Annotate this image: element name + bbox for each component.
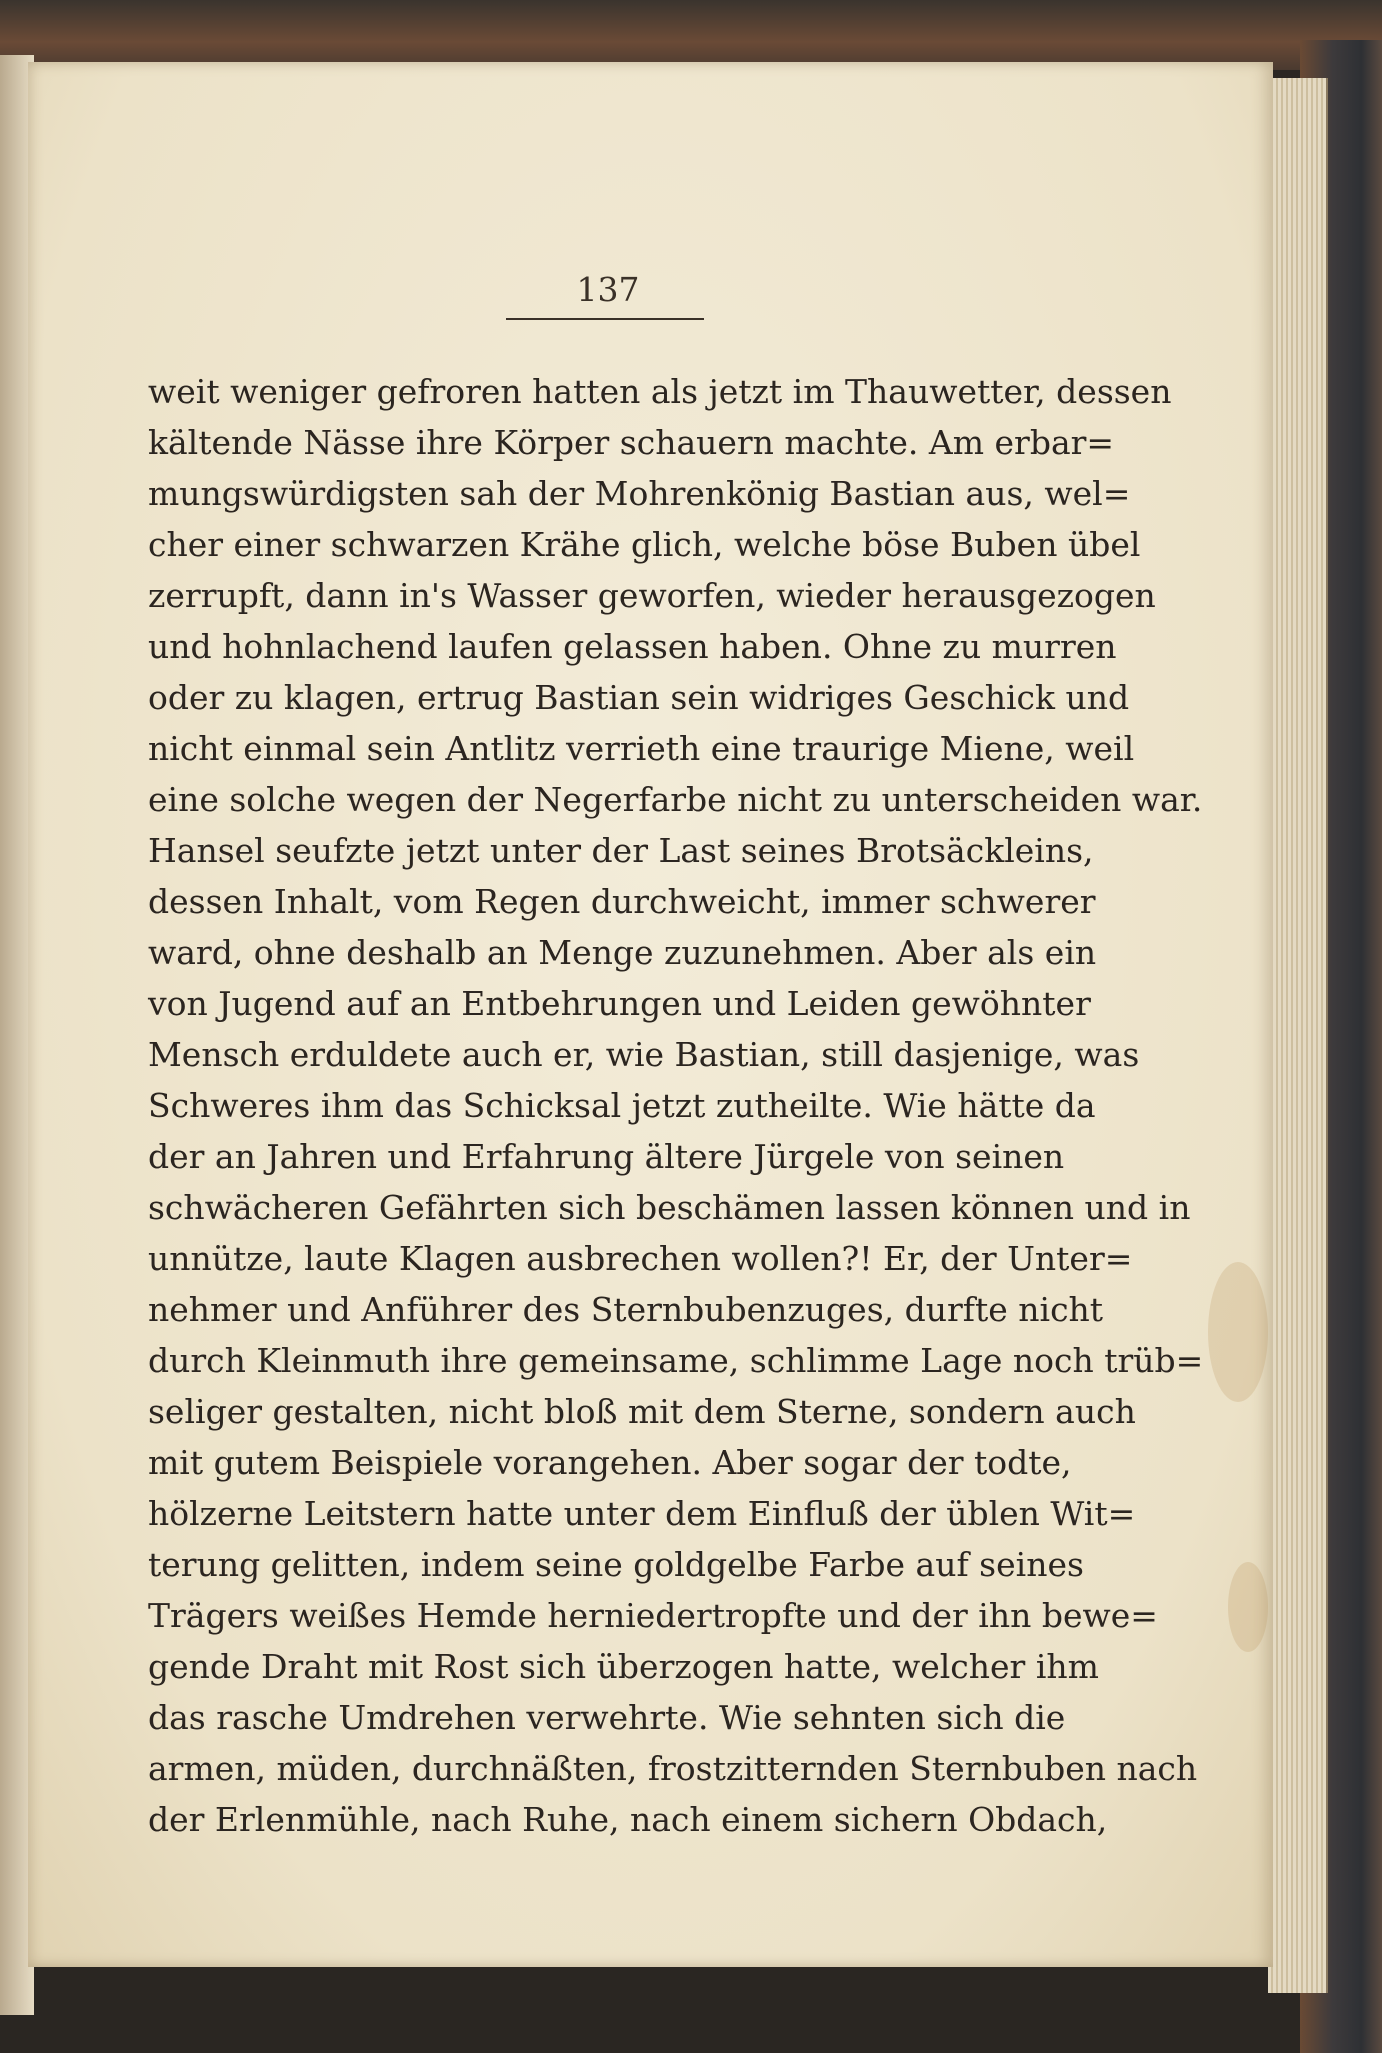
book-cover-top	[0, 0, 1382, 70]
text-line: nicht einmal sein Antlitz verrieth eine traurige Miene, weil	[148, 729, 1135, 768]
text-line: dessen Inhalt, vom Regen durchweicht, immer schwerer	[148, 882, 1096, 921]
paper-stain	[1228, 1562, 1268, 1652]
header-rule	[506, 318, 704, 320]
text-line: cher einer schwarzen Krähe glich, welche böse Buben übel	[148, 525, 1141, 564]
text-line: mit gutem Beispiele vorangehen. Aber sogar der todte,	[148, 1443, 1072, 1482]
page-number: 137	[576, 270, 640, 309]
text-line: ward, ohne deshalb an Menge zuzunehmen. Aber als ein	[148, 933, 1097, 972]
text-line: der Erlenmühle, nach Ruhe, nach einem sichern Obdach,	[148, 1800, 1108, 1839]
text-line: hölzerne Leitstern hatte unter dem Einfluß der üblen Wit=	[148, 1494, 1136, 1533]
text-line: kältende Nässe ihre Körper schauern machte. Am erbar=	[148, 423, 1115, 462]
text-line: Trägers weißes Hemde herniedertropfte und der ihn bewe=	[148, 1596, 1158, 1635]
text-line: gende Draht mit Rost sich überzogen hatte, welcher ihm	[148, 1647, 1099, 1686]
text-line: unnütze, laute Klagen ausbrechen wollen?! Er, der Unter=	[148, 1239, 1133, 1278]
text-line: weit weniger gefroren hatten als jetzt im Thauwetter, dessen	[148, 372, 1172, 411]
text-line: von Jugend auf an Entbehrungen und Leiden gewöhnter	[148, 984, 1091, 1023]
text-line: der an Jahren und Erfahrung ältere Jürgele von seinen	[148, 1137, 1065, 1176]
text-line: Hansel seufzte jetzt unter der Last seines Brotsäckleins,	[148, 831, 1094, 870]
text-line: durch Kleinmuth ihre gemeinsame, schlimme Lage noch trüb=	[148, 1341, 1204, 1380]
text-line: das rasche Umdrehen verwehrte. Wie sehnten sich die	[148, 1698, 1066, 1737]
text-line: oder zu klagen, ertrug Bastian sein widriges Geschick und	[148, 678, 1130, 717]
text-line: armen, müden, durchnäßten, frostzitternden Sternbuben nach	[148, 1749, 1198, 1788]
text-line: Schweres ihm das Schicksal jetzt zutheilte. Wie hätte da	[148, 1086, 1096, 1125]
paper-stain	[1208, 1262, 1268, 1402]
text-line: Mensch erduldete auch er, wie Bastian, still dasjenige, was	[148, 1035, 1140, 1074]
page-stack-edge	[1268, 78, 1328, 1993]
text-line: eine solche wegen der Negerfarbe nicht zu unterscheiden war.	[148, 780, 1203, 819]
book-page	[28, 62, 1273, 1967]
text-line: mungswürdigsten sah der Mohrenkönig Bastian aus, wel=	[148, 474, 1131, 513]
body-text	[148, 366, 1204, 1845]
text-line: und hohnlachend laufen gelassen haben. Ohne zu murren	[148, 627, 1117, 666]
text-line: nehmer und Anführer des Sternbubenzuges, durfte nicht	[148, 1290, 1104, 1329]
text-line: zerrupft, dann in's Wasser geworfen, wieder herausgezogen	[148, 576, 1156, 615]
text-line: terung gelitten, indem seine goldgelbe Farbe auf seines	[148, 1545, 1084, 1584]
text-line: schwächeren Gefährten sich beschämen lassen können und in	[148, 1188, 1191, 1227]
text-line: seliger gestalten, nicht bloß mit dem Sterne, sondern auch	[148, 1392, 1136, 1431]
